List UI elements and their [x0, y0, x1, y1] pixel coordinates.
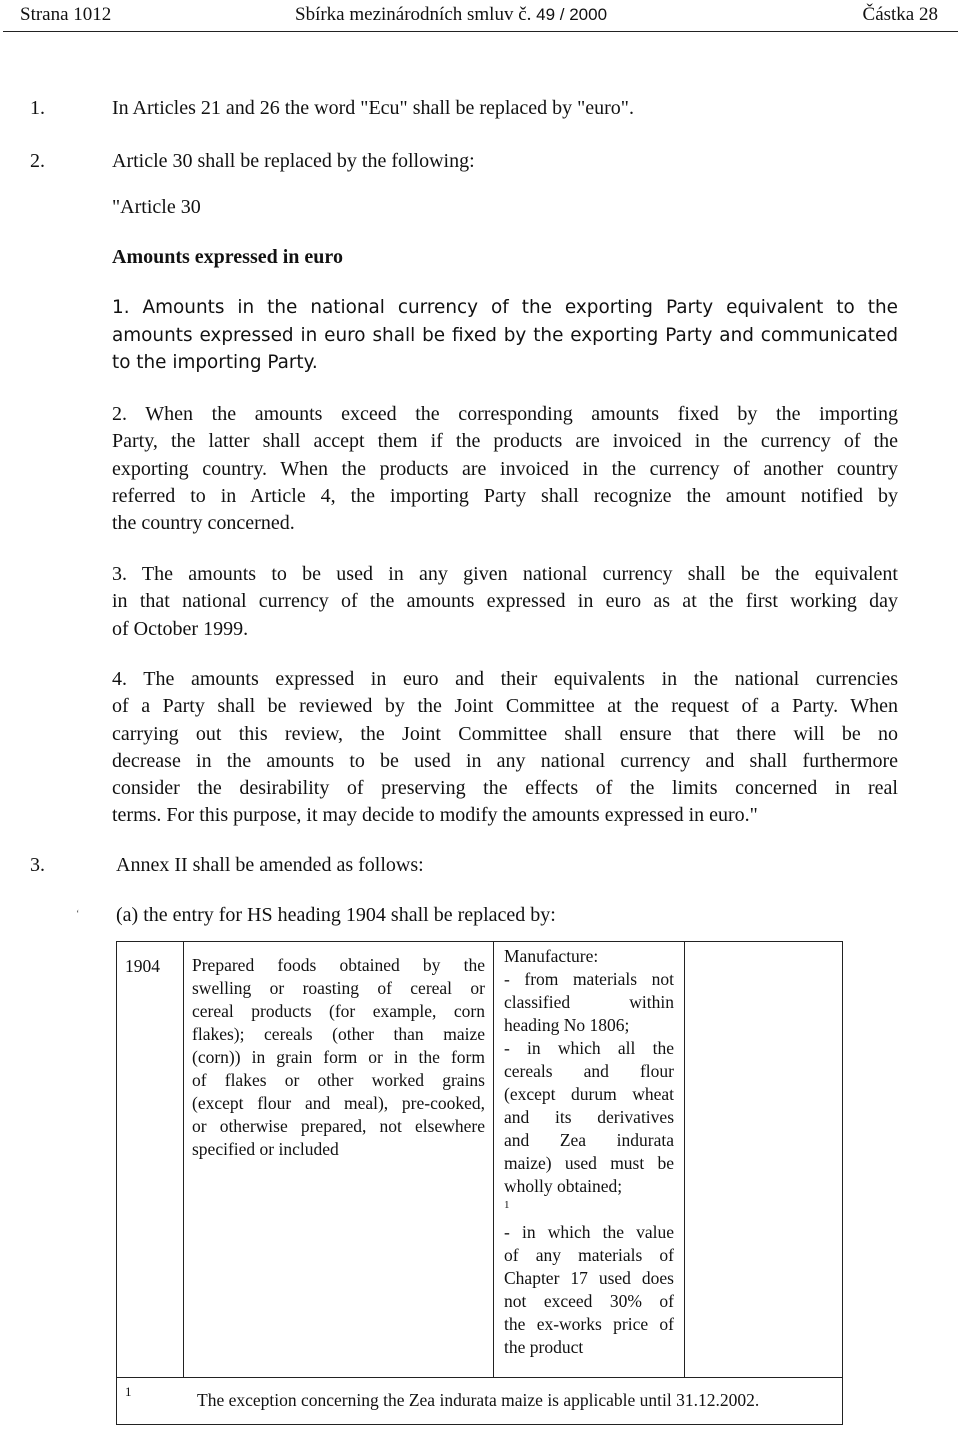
page-header: [20, 4, 940, 32]
text-line: (except durum wheat: [504, 1084, 674, 1104]
collection-name: Sbírka mezinárodních smluv č.: [295, 4, 532, 25]
text-line: and its derivatives: [504, 1107, 674, 1127]
text-line: terms. For this purpose, it may decide to modify the amounts expressed in euro.": [112, 804, 758, 827]
text-line: Manufacture:: [504, 946, 599, 966]
text-line: [504, 1175, 674, 1221]
table-row: [117, 942, 843, 1222]
working-cell-lower: [494, 1221, 685, 1378]
text-line: the country concerned.: [112, 512, 295, 535]
part-number: Částka 28: [862, 4, 938, 25]
page-number: Strana 1012: [20, 4, 112, 25]
text-line: - from materials not: [504, 969, 674, 989]
text-line: of flakes or other worked grains: [192, 1070, 485, 1090]
annex-table: [116, 941, 843, 1425]
item-2-number: 2.: [30, 150, 45, 172]
item-3-number: 3.: [30, 854, 45, 876]
text-line: and Zea indurata: [504, 1130, 674, 1150]
item-3-text: Annex II shall be amended as follows:: [116, 854, 424, 876]
entry-intro: (a) the entry for HS heading 1904 shall be replaced by:: [116, 904, 556, 926]
item-1-text: In Articles 21 and 26 the word "Ecu" shall be replaced by "euro".: [112, 97, 634, 119]
text-line: consider the desirability of preserving the effects of the limits concerned in real: [112, 777, 898, 800]
text-line: Chapter 17 used does: [504, 1268, 674, 1288]
text-line: amounts expressed in euro shall be fixed by the exporting Party and communicated: [112, 324, 898, 346]
text-line: specified or included: [192, 1139, 339, 1159]
collection-title: [295, 4, 607, 26]
article-paragraph-4: [112, 666, 898, 830]
item-2-text: Article 30 shall be replaced by the following:: [112, 150, 475, 172]
text-line: - in which all the: [504, 1038, 674, 1058]
text-line: exporting country. When the products are invoiced in the currency of another country: [112, 457, 898, 480]
working-cell-upper: [494, 942, 685, 1222]
text-line: flakes); cereals (other than maize: [192, 1024, 485, 1044]
text-line: carrying out this review, the Joint Committee shall ensure that there will be no: [112, 722, 898, 745]
text-line: of October 1999.: [112, 617, 249, 640]
text-line: Prepared foods obtained by the: [192, 955, 485, 975]
text-line: in that national currency of the amounts expressed in euro as at the first working day: [112, 590, 898, 613]
footnote-row: [117, 1378, 843, 1425]
text-line: swelling or roasting of cereal or: [192, 978, 485, 998]
footnote-number: 1: [125, 1384, 132, 1399]
working-conditions-b: [494, 1221, 684, 1359]
text-line: Party, the latter shall accept them if the products are invoiced in the currency of the: [112, 430, 898, 453]
description-cell: [184, 942, 494, 1378]
issue-number: 49 / 2000: [536, 5, 608, 24]
text-line: classified within: [504, 992, 674, 1012]
alternative-cell: [685, 942, 843, 1378]
text-line: decrease in the amounts to be used in any national currency and shall furthermore: [112, 749, 898, 772]
text-line: 2. When the amounts exceed the corresponding amounts fixed by the importing: [112, 403, 898, 425]
text-line: 4. The amounts expressed in euro and their equivalents in the national currencies: [112, 668, 898, 690]
text-line: - in which the value: [504, 1222, 674, 1242]
item-1-number: 1.: [30, 97, 45, 119]
article-paragraph-1: [112, 294, 898, 377]
text-line: cereals and flour: [504, 1061, 674, 1081]
working-conditions-a: [494, 942, 684, 1221]
hs-code: 1904: [125, 956, 160, 976]
text-line: referred to in Article 4, the importing Party shall recognize the amount notified by: [112, 484, 898, 507]
text-line: maize) used must be: [504, 1153, 674, 1173]
article-heading: "Article 30: [112, 196, 201, 218]
footnote-ref: 1: [504, 1199, 510, 1212]
article-paragraph-2: [112, 401, 898, 537]
scan-mark: ‘: [76, 909, 80, 920]
text-line: the product: [504, 1337, 584, 1357]
text-line: of a Party shall be reviewed by the Joint Committee at the request of a Party. When: [112, 695, 898, 718]
article-title: Amounts expressed in euro: [112, 246, 343, 268]
product-description: [184, 942, 493, 1161]
footnote-cell: [117, 1378, 843, 1425]
text-line: (corn)) in grain form or in the form: [192, 1047, 485, 1067]
text-line: (except flour and meal), pre-cooked,: [192, 1093, 485, 1113]
footnote-ref-text: wholly obtained;: [504, 1176, 623, 1196]
text-line: or otherwise prepared, not elsewhere: [192, 1116, 485, 1136]
header-rule: [3, 31, 958, 32]
text-line: the ex-works price of: [504, 1314, 674, 1334]
text-line: of any materials of: [504, 1245, 674, 1265]
text-line: not exceed 30% of: [504, 1291, 674, 1311]
hs-code-cell: [117, 942, 184, 1378]
text-line: cereal products (for example, corn: [192, 1001, 485, 1021]
text-line: 1. Amounts in the national currency of the exporting Party equivalent to the: [112, 297, 898, 318]
text-line: 3. The amounts to be used in any given national currency shall be the equivalent: [112, 563, 898, 585]
text-line: heading No 1806;: [504, 1015, 630, 1035]
footnote-text: The exception concerning the Zea indurata maize is applicable until 31.12.2002.: [197, 1390, 760, 1410]
article-paragraph-3: [112, 561, 898, 643]
text-line: to the importing Party.: [112, 352, 318, 373]
